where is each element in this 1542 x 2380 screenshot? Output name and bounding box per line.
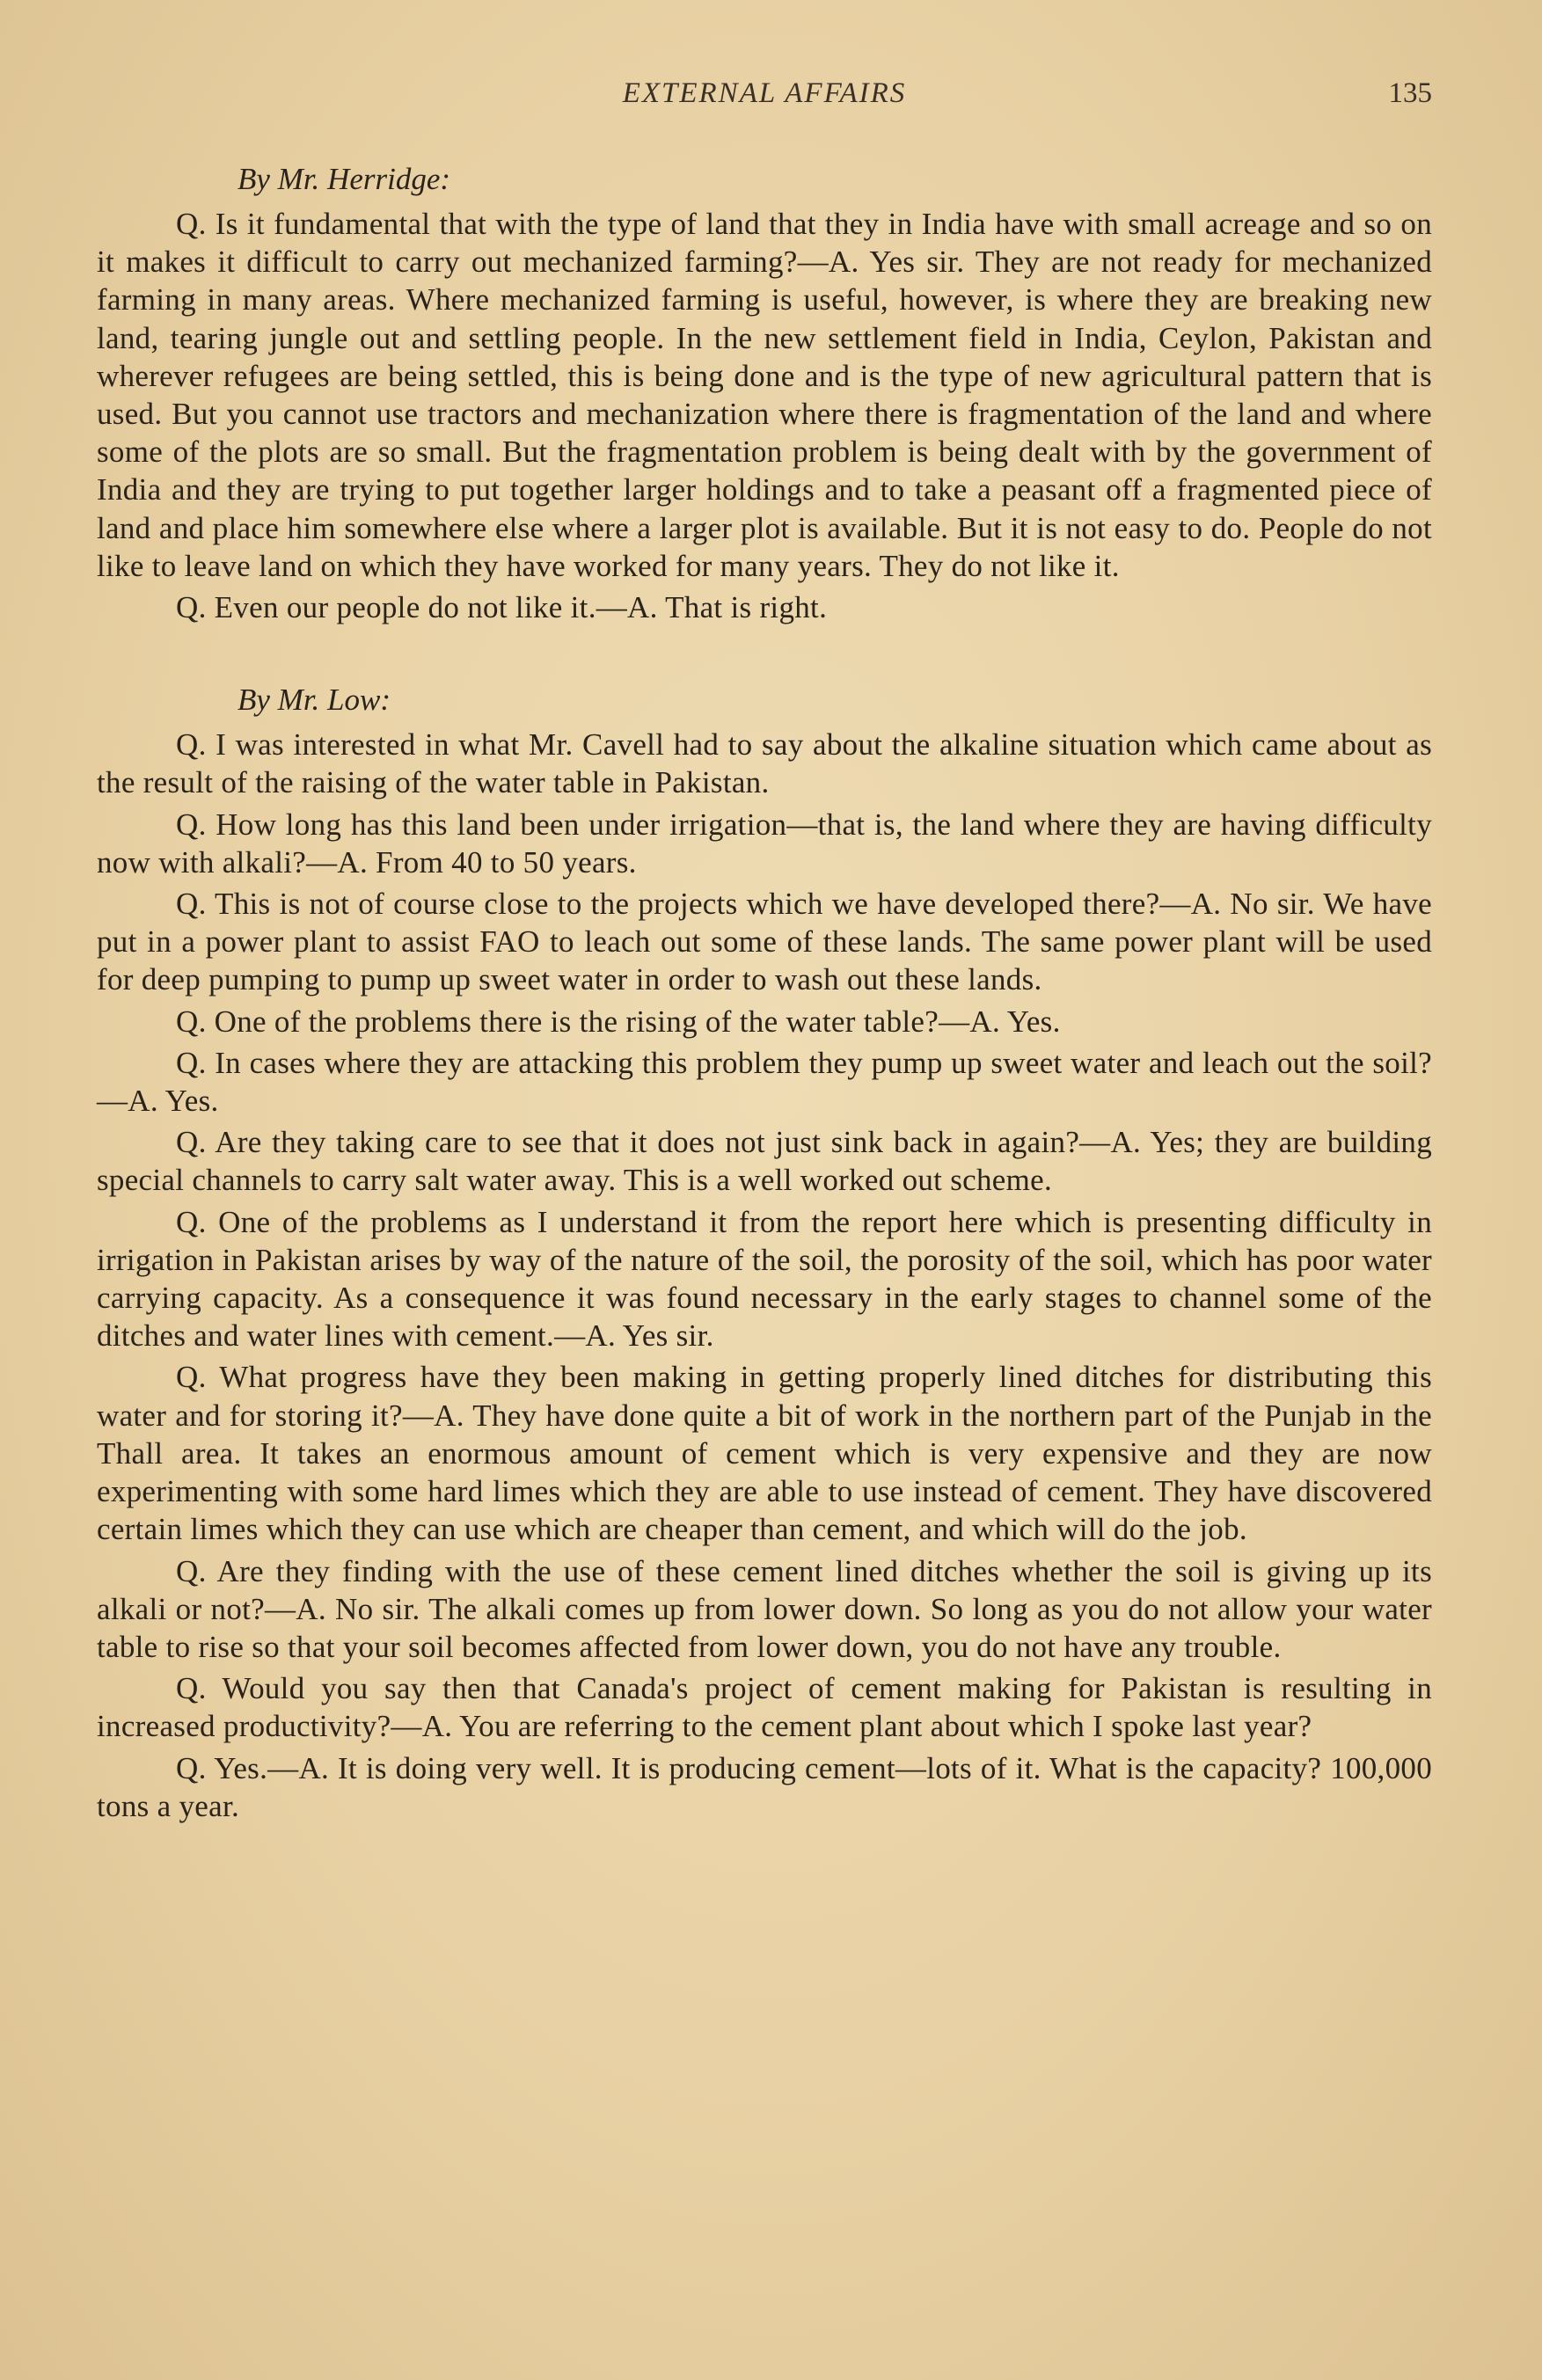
paragraph: Q. Are they finding with the use of these cement lined ditches whether the soil is giving up its alkali or not?—A. No sir. The alkali comes up from lower down. So long as you do not allow your water table to rise so that your soil becomes affected from lower down, you do not have any trouble.	[97, 1553, 1432, 1664]
paragraph: Q. Would you say then that Canada's project of cement making for Pakistan is resulting in increased productivity?—A. You are referring to the cement plant about which I spoke last year?	[97, 1671, 1432, 1744]
speaker-heading-herridge: By Mr. Herridge:	[238, 162, 451, 196]
paragraph: Q. Yes.—A. It is doing very well. It is producing cement—lots of it. What is the capacity? 100,000 tons a year.	[97, 1750, 1432, 1823]
paragraph: Q. In cases where they are attacking this problem they pump up sweet water and leach out the soil?—A. Yes.	[97, 1045, 1432, 1119]
paragraph: Q. How long has this land been under irrigation—that is, the land where they are having difficulty now with alkali?—A. From 40 to 50 years.	[97, 807, 1432, 880]
paragraph: Q. Even our people do not like it.—A. That is right.	[176, 590, 828, 625]
paragraph: Q. Are they taking care to see that it does not just sink back in again?—A. Yes; they are building special channels to carry salt water away. This is a well worked out scheme.	[97, 1125, 1432, 1198]
running-title: EXTERNAL AFFAIRS	[622, 77, 907, 109]
speaker-heading-low: By Mr. Low:	[238, 683, 391, 718]
page-body	[97, 160, 1432, 1825]
paragraph: Q. Is it fundamental that with the type of land that they in India have with small acreage and so on it makes it difficult to carry out mechanized farming?—A. Yes sir. They are not ready for mechanized farming in many areas. Where mechanized farming is useful, however, is where they are breaking new land, tearing jungle out and settling people. In the new settlement field in India, Ceylon, Pakistan and wherever refugees are being settled, this is being done and is the type of new agricultural pattern that is used. But you cannot use tractors and mechanization where there is fragmentation of the land and where some of the plots are so small. But the fragmentation problem is being dealt with by the government of India and they are trying to put together larger holdings and to take a peasant off a fragmented piece of land and place him somewhere else where a larger plot is available. But it is not easy to do. People do not like to leave land on which they have worked for many years. They do not like it.	[97, 207, 1432, 583]
page-number: 135	[1388, 77, 1432, 109]
paragraph: Q. This is not of course close to the projects which we have developed there?—A. No sir. We have put in a power plant to assist FAO to leach out some of these lands. The same power plant will be used for deep pumping to pump up sweet water in order to wash out these lands.	[97, 887, 1432, 997]
paragraph: Q. One of the problems there is the rising of the water table?—A. Yes.	[176, 1004, 1061, 1039]
paragraph: Q. One of the problems as I understand it from the report here which is presenting difficulty in irrigation in Pakistan arises by way of the nature of the soil, the porosity of the soil, which has poor water carrying capacity. As a consequence it was found necessary in the early stages to channel some of the ditches and water lines with cement.—A. Yes sir.	[97, 1204, 1432, 1354]
paragraph: Q. I was interested in what Mr. Cavell had to say about the alkaline situation which came about as the result of the raising of the water table in Pakistan.	[97, 727, 1432, 800]
paragraph: Q. What progress have they been making in getting properly lined ditches for distributing this water and for storing it?—A. They have done quite a bit of work in the northern part of the Punjab in the Thall area. It takes an enormous amount of cement which is very expensive and they are now experimenting with some hard limes which they are able to use instead of cement. They have discovered certain limes which they can use which are cheaper than cement, and which will do the job.	[97, 1360, 1432, 1547]
page-header	[97, 77, 1432, 120]
